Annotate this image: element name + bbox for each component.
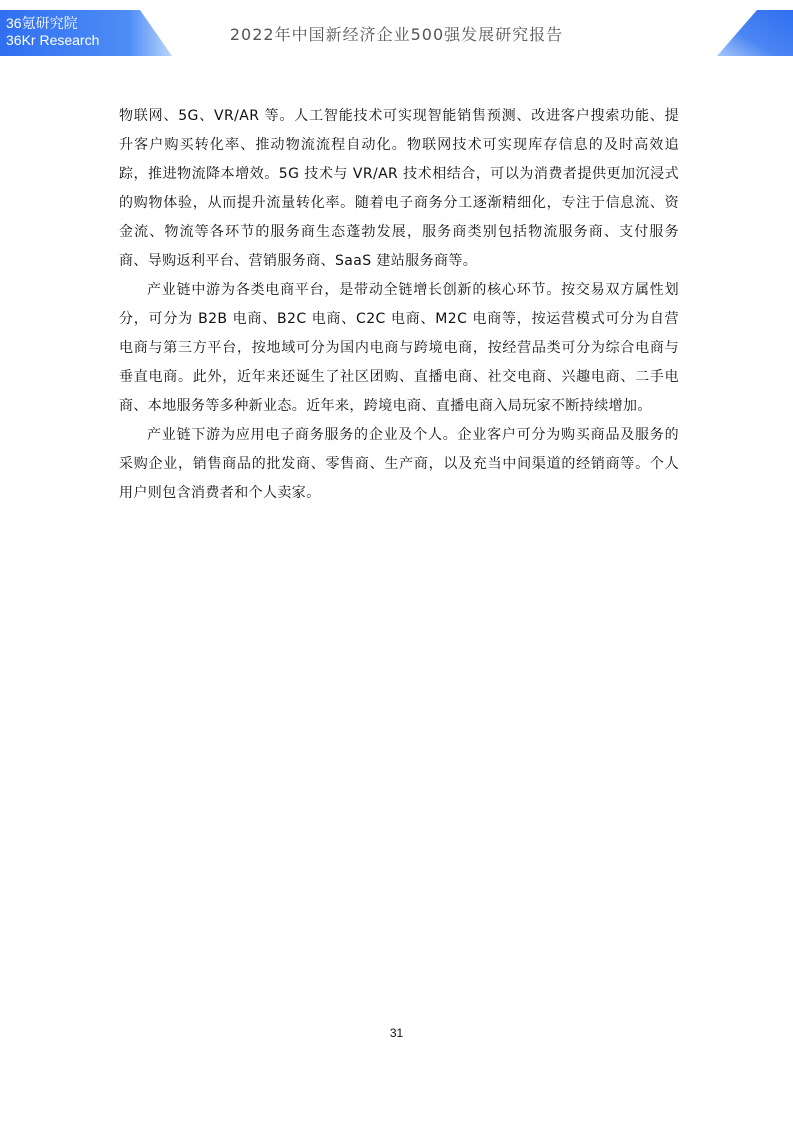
body-text [119, 102, 679, 508]
logo-line-2: 36Kr Research [6, 32, 100, 48]
paragraph-2: 产业链中游为各类电商平台，是带动全链增长创新的核心环节。按交易双方属性划分，可分为 B2B 电商、B2C 电商、C2C 电商、M2C 电商等，按运营模式可分为自营电商与第三方平台，按地域可分为国内电商与跨境电商，按经营品类可分为综合电商与垂直电商。此外，近年来还诞生了社区团购、直播电商、社交电商、兴趣电商、二手电商、本地服务等多种新业态。近年来，跨境电商、直播电商入局玩家不断持续增加。 [119, 282, 679, 414]
corner-triangle-shape [717, 10, 793, 56]
paragraph-1: 物联网、5G、VR/AR 等。人工智能技术可实现智能销售预测、改进客户搜索功能、提升客户购买转化率、推动物流流程自动化。物联网技术可实现库存信息的及时高效追踪，推进物流降本增效。5G 技术与 VR/AR 技术相结合，可以为消费者提供更加沉浸式的购物体验，从而提升流量转化率。随着电子商务分工逐渐精细化，专注于信息流、资金流、物流等各环节的服务商生态蓬勃发展，服务商类别包括物流服务商、支付服务商、导购返利平台、营销服务商、SaaS 建站服务商等。 [119, 108, 679, 269]
logo-line-1: 36氪研究院 [6, 15, 78, 31]
report-title: 2022年中国新经济企业500强发展研究报告 [229, 25, 564, 44]
paragraph-3: 产业链下游为应用电子商务服务的企业及个人。企业客户可分为购买商品及服务的采购企业，销售商品的批发商、零售商、生产商，以及充当中间渠道的经销商等。个人用户则包含消费者和个人卖家。 [119, 427, 679, 501]
page-number: 31 [389, 1026, 404, 1040]
header-corner-decoration [717, 10, 793, 56]
